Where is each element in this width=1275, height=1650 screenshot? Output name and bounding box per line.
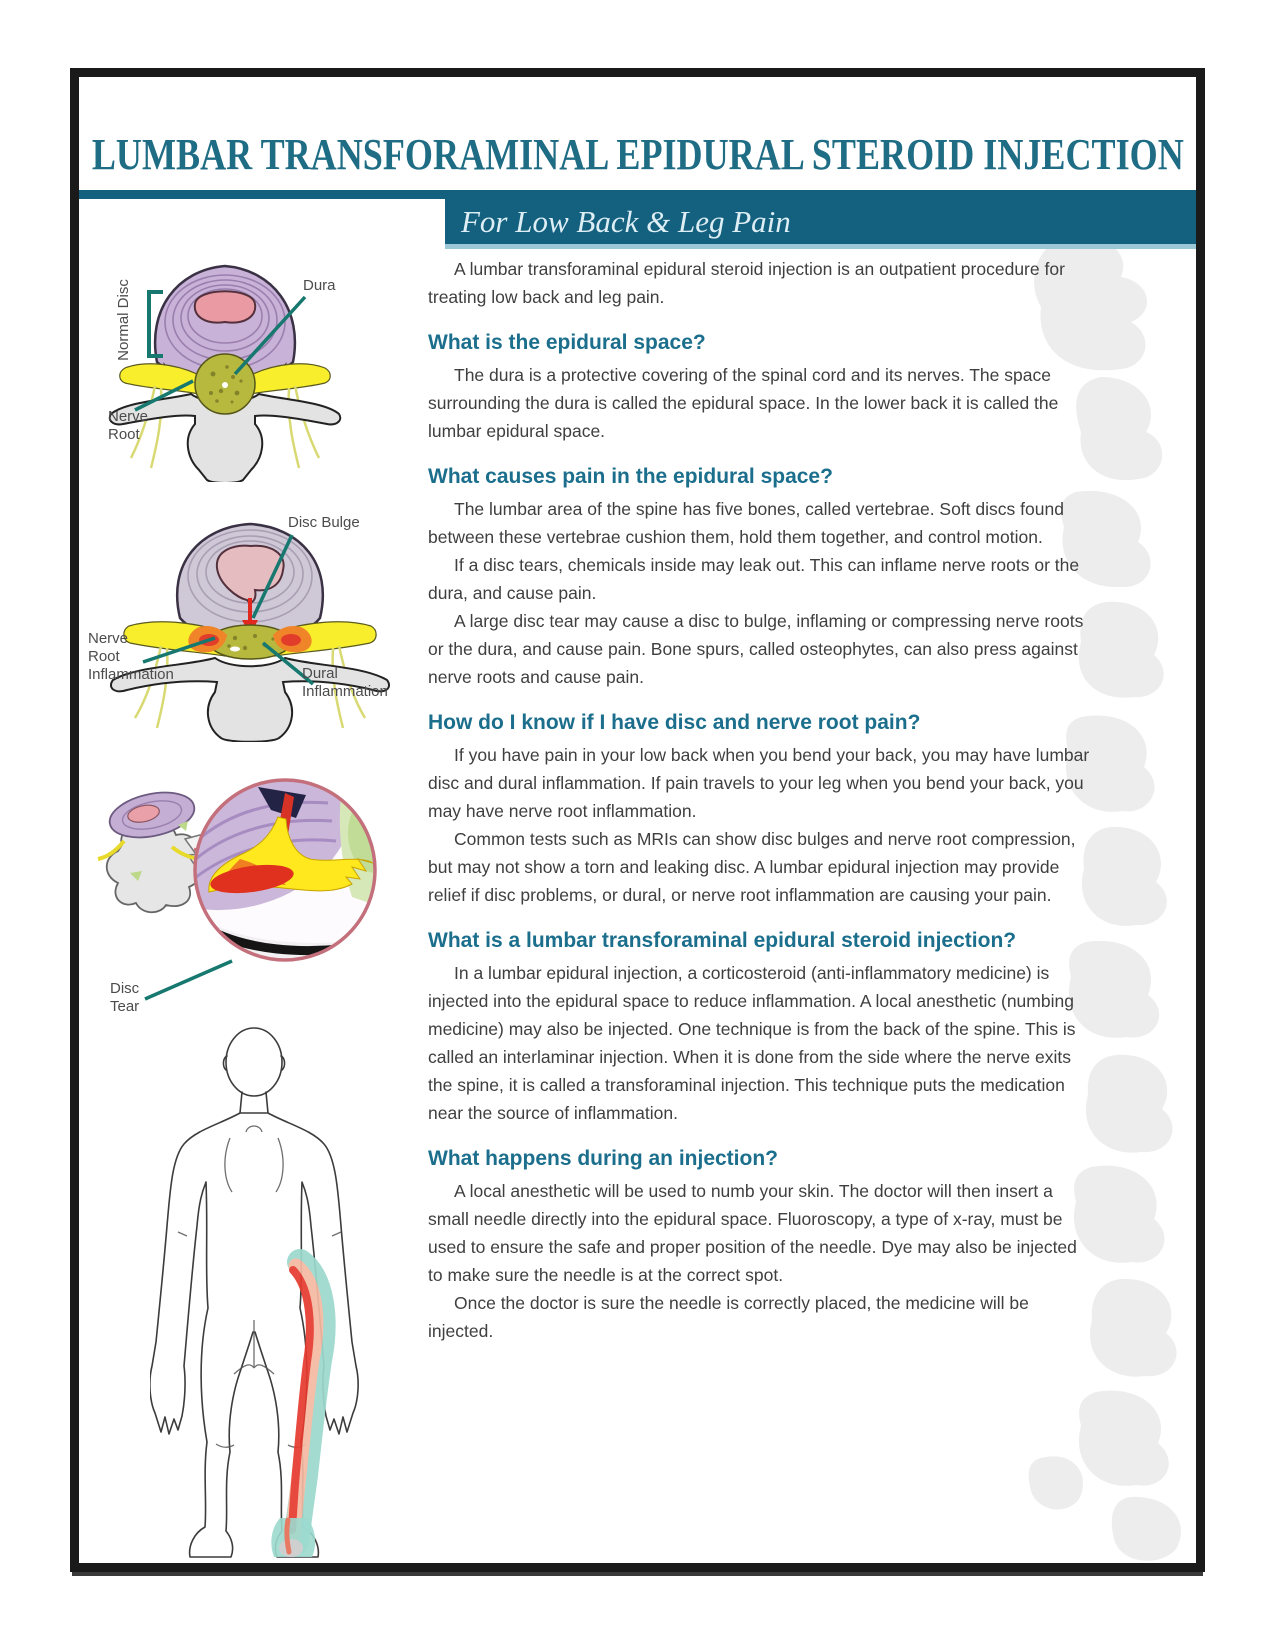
paragraph: A large disc tear may cause a disc to bulge, inflaming or compressing nerve roots or the dura, and cause pain. Bone spurs, called osteophytes, can also press against nerve roots and cause pain. [428, 611, 1084, 687]
subtitle-underline [445, 244, 1196, 249]
section-heading: What is the epidural space? [428, 331, 706, 354]
nerve-root-label: Nerve Root [108, 408, 149, 443]
paragraph: If you have pain in your low back when you bend your back, you may have lumbar disc and dural inflammation. If pain travels to your leg when you bend your back, you may have nerve root inflammation. [428, 745, 1090, 821]
title-block [79, 77, 1196, 190]
paragraph: The lumbar area of the spine has five bones, called vertebrae. Soft discs found between these vertebrae cushion them, hold them together, and control motion. [428, 499, 1064, 547]
section-heading: What causes pain in the epidural space? [428, 465, 833, 488]
subtitle-text: For Low Back & Leg Pain [461, 203, 791, 239]
nerve-root-inflammation-label: Nerve Root Inflammation [88, 630, 174, 683]
normal-disc-label: Normal Disc [115, 279, 132, 361]
disc-bulge-label: Disc Bulge [288, 514, 360, 531]
section-pain-causes [428, 463, 1096, 691]
section-intro [428, 255, 1096, 311]
normal-disc-illustration [95, 252, 425, 482]
dura-label: Dura [303, 277, 336, 294]
section-heading: What is a lumbar transforaminal epidural steroid injection? [428, 929, 1017, 952]
paragraph: Once the doctor is sure the needle is correctly placed, the medicine will be injected. [428, 1293, 1029, 1341]
dural-inflammation-label: Dural Inflammation [302, 665, 388, 700]
document-frame [70, 68, 1205, 1572]
section-heading: How do I know if I have disc and nerve root pain? [428, 711, 921, 734]
paragraph: Common tests such as MRIs can show disc bulges and nerve root compression, but may not show a torn and leaking disc. A lumbar epidural injection may provide relief if disc problems, or dural, or nerve root inflammation are causing your pain. [428, 829, 1076, 905]
section-during-injection [428, 1145, 1096, 1345]
subtitle-banner [445, 199, 1196, 244]
section-epidural-space [428, 329, 1096, 445]
normal-disc-bracket [147, 290, 163, 358]
disc-tear-label: Disc Tear [110, 980, 140, 1015]
paragraph: If a disc tears, chemicals inside may leak out. This can inflame nerve roots or the dura, and cause pain. [428, 555, 1080, 603]
article-body [428, 255, 1096, 1345]
accent-strip [79, 190, 1196, 199]
disc-tear-leader-line [145, 961, 232, 999]
disc-bulge-illustration [85, 512, 425, 742]
section-what-is-injection [428, 927, 1096, 1127]
paragraph: In a lumbar epidural injection, a corticosteroid (anti-inflammatory medicine) is injected into the epidural space to reduce inflammation. A local anesthetic (numbing medicine) may also be injected. One technique is from the back of the spine. This is called an interlaminar injection. When it is done from the side where the nerve exits the spine, it is called a transforaminal injection. This technique puts the medication near the source of inflammation. [428, 963, 1076, 1123]
paragraph: A local anesthetic will be used to numb your skin. The doctor will then insert a small needle directly into the epidural space. Fluoroscopy, a type of x-ray, must be used to ensure the safe and proper position of the needle. Dye may also be injected to make sure the needle is at the correct spot. [428, 1181, 1077, 1285]
body-pain-figure [150, 1020, 390, 1560]
paragraph: The dura is a protective covering of the spinal cord and its nerves. The space surrounding the dura is called the epidural space. In the lower back it is called the lumbar epidural space. [428, 365, 1059, 441]
section-heading: What happens during an injection? [428, 1147, 778, 1170]
section-disc-nerve-pain [428, 709, 1096, 909]
paragraph: A lumbar transforaminal epidural steroid injection is an outpatient procedure for treating low back and leg pain. [428, 259, 1065, 307]
page-title: LUMBAR TRANSFORAMINAL EPIDURAL STEROID INJECTION [91, 130, 1184, 179]
